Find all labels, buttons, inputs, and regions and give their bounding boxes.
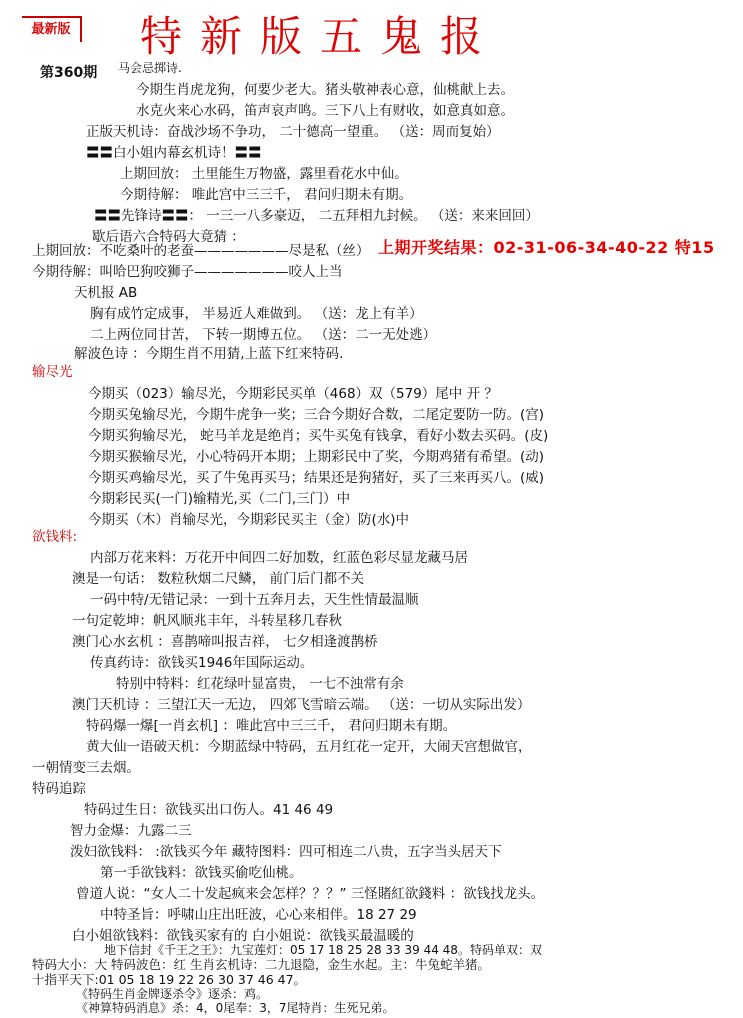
text-line: 智力金爆：九露二三 [70,823,192,839]
text-line: 歇后语六合特码大竟猜 ： [92,229,245,245]
text-line: 天机报 AB [74,285,138,301]
text-line: 〓〓先锋诗〓〓： 一三一八多豪迈， 二五拜相九封候。 （送：来来回回） [94,208,539,224]
text-line: 今期待解：叫哈巴狗咬狮子———————咬人上当 [32,264,343,280]
text-line: 特别中特料：红花绿叶显富贵， 一七不浊常有余 [116,676,404,692]
text-line: 上期回放：不吃桑叶的老蚕———————尽是私（丝） [32,243,370,259]
text-line: 特码追踪 [32,781,86,797]
text-line: 特码过生日：欲钱买出口伤人。41 46 49 [84,802,334,818]
text-line: 《特码生肖金牌逐杀令》逐杀：鸡。 [76,987,269,1001]
text-line: 中特圣旨：呼啸山庄出旺波，心心来相伴。18 27 29 [100,907,417,923]
text-line: 今期买鸡输尽光，买了牛兔再买马；结果还是狗猪好，买了三来再买八。(威) [88,470,545,486]
text-line: 十指平天下:01 05 18 19 22 26 30 37 46 47。 [32,972,307,987]
text-line: 传真药诗：欲钱买1946年国际运动。 [90,655,314,671]
text-line: 今期买兔输尽光，今期牛虎争一奖；三合今期好合数，二尾定要防一防。(宫) [88,407,545,423]
text-line: 今期买（023）输尽光，今期彩民买单（468）双（579）尾中 开 ？ [88,386,498,402]
text-line: 水克火来心水码，笛声哀声鸣。三下八上有财收，如意真如意。 [136,103,514,119]
text-line: 一码中特/无错记录：一到十五奔月去，天生性情最温顺 [90,592,419,608]
section-heading: 欲钱料: [32,529,78,545]
latest-edition-badge: 最新版 [22,16,82,42]
text-line: 内部万花来料：万花开中间四二好加数，红蓝色彩尽显龙藏马居 [90,550,468,566]
text-line: 特码大小：大 特码波色：红 生肖玄机诗：二九退隐，金生水起。主：牛兔蛇羊猪。 [32,957,490,972]
text-line: 今期买狗输尽光， 蛇马羊龙是绝肖；买牛买兔有钱拿，看好小数去买码。(皮) [88,428,549,444]
text-line: 澳门心水玄机 ：喜鹊啼叫报吉祥， 七夕相逢渡鹊桥 [72,634,378,650]
page-title: 特新版五鬼报 [140,12,501,61]
text-line: 澳是一句话： 数粒秋烟二尺鳞， 前门后门都不关 [72,571,365,587]
text-line: 今期买猴输尽光，小心特码开本期；上期彩民中了奖，今期鸡猪有希望。(动) [88,449,545,465]
text-line: 今期待解： 唯此宫中三三千， 君问归期未有期。 [120,187,413,203]
text-line: 胸有成竹定成事， 半易近人难做到。 （送：龙上有羊） [90,306,423,322]
text-line: 上期回放： 土里能生万物盛，露里看花水中仙。 [120,166,408,182]
text-line: 今期生肖虎龙狗，何要少老大。猪头敬神表心意，仙桃献上去。 [136,82,514,98]
issue-number: 第360期 [40,65,98,81]
text-line: 白小姐欲钱料：欲钱买家有的 白小姐说：欲钱买最温暖的 [72,928,414,944]
text-line: 一朝情变三去烟。 [32,760,140,776]
text-line: 地下信封《千王之王》：九宝莲灯：05 17 18 25 28 33 39 44 48。特码单双：双 [104,943,542,957]
text-line: 《神算特码消息》杀：4，0尾奉：3，7尾特肖：生死兄弟。 [76,1001,395,1015]
text-line: 今期彩民买(一门)输精光,买（二门,三门）中 [88,491,351,507]
last-draw-result: 上期开奖结果：02-31-06-34-40-22 特15 [378,238,715,257]
text-line: 特码爆一爆[一肖玄机] ：唯此宫中三三千， 君问归期未有期。 [86,718,457,734]
text-line: 今期买（木）肖输尽光，今期彩民买主（金）防(水)中 [88,512,410,528]
text-line: 解波色诗 ：今期生肖不用猜,上蓝下红来特码. [74,346,344,362]
text-line: 马会忌掷诗. [118,61,182,75]
text-line: 一句定乾坤：帆风顺兆丰年，斗转星移几春秋 [72,613,342,629]
text-line: 正版天机诗：奋战沙场不争功， 二十德高一望重。 （送：周而复始） [86,124,500,140]
text-line: 二上两位同甘苦， 下转一期博五位。 （送：二一无处逃） [90,327,437,343]
text-line: 第一手欲钱料：欲钱买偷吃仙桃。 [100,865,303,881]
text-line: 泼妇欲钱料： :欲钱买今年 藏特图料：四可相连二八贵，五字当头居天下 [70,844,502,860]
text-line: 〓〓白小姐内幕玄机诗！〓〓 [86,145,262,161]
text-line: 曾道人说：“女人二十发起疯来会怎样？？？” 三怪賭紅欲錢料 ：欲钱找龙头。 [76,886,545,902]
text-line: 澳门天机诗 ：三望江天一无边， 四郊飞雪暗云端。 （送：一切从实际出发） [72,697,531,713]
text-line: 黄大仙一语破天机：今期蓝绿中特码，五月红花一定开，大闹天宫想做官， [86,739,532,755]
section-heading: 输尽光 [32,364,73,380]
